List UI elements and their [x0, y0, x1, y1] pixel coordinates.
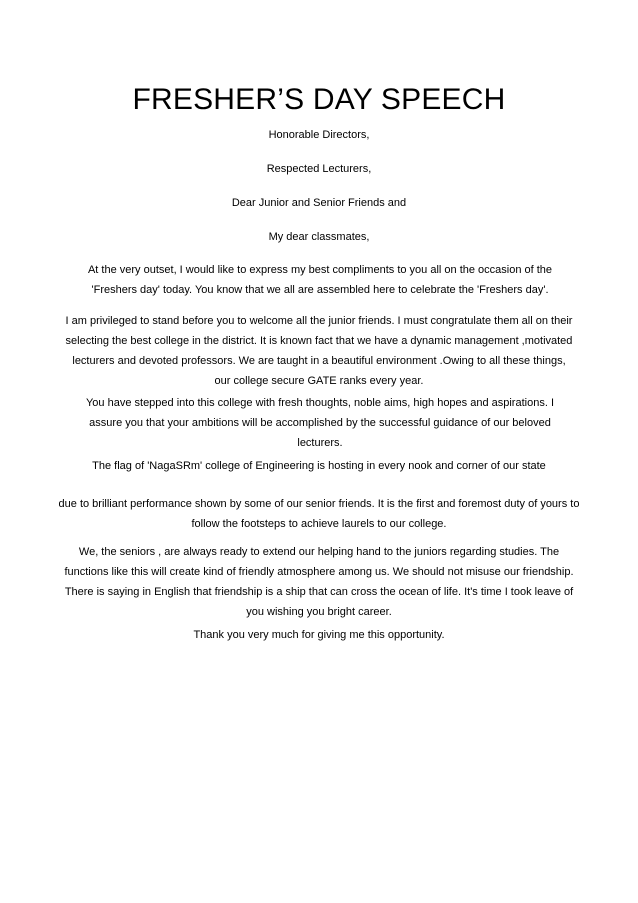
salutation-line: My dear classmates, [268, 231, 370, 243]
salutation-line: Honorable Directors, [268, 129, 370, 141]
salutation-block [0, 128, 638, 264]
speech-paragraph: At the very outset, I would like to express my best compliments to you all on the occasion of the 'Freshers day' today. You know that we all are assembled here to celebrate the 'Freshers day'. [87, 264, 553, 296]
speech-paragraph: due to brilliant performance shown by some of our senior friends. It is the first and foremost duty of yours to follow the footsteps to achieve laurels to our college. [58, 498, 580, 530]
salutation-line: Respected Lecturers, [266, 163, 372, 175]
speech-paragraph: I am privileged to stand before you to welcome all the junior friends. I must congratulate them all on their selecting the best college in the district. It is known fact that we have a dynamic management ,motivated lecturers and devoted professors. We are taught in a beautiful environment .Owing to all these things, our college secure GATE ranks every year. [65, 315, 573, 387]
speech-paragraph: We, the seniors , are always ready to extend our helping hand to the juniors regarding studies. The functions like this will create kind of friendly atmosphere among us. We should not misuse our friendship. There is saying in English that friendship is a ship that can cross the ocean of life. It's time I took leave of you wishing you bright career. [64, 546, 574, 618]
speech-closing: Thank you very much for giving me this opportunity. [193, 629, 445, 641]
document-title: FRESHER’S DAY SPEECH [132, 83, 506, 116]
speech-paragraph: The flag of 'NagaSRm' college of Engineering is hosting in every nook and corner of our state [92, 460, 546, 472]
salutation-line: Dear Junior and Senior Friends and [231, 197, 407, 209]
speech-paragraph: You have stepped into this college with fresh thoughts, noble aims, high hopes and aspirations. I assure you that your ambitions will be accomplished by the successful guidance of our beloved lecturers. [85, 397, 554, 449]
